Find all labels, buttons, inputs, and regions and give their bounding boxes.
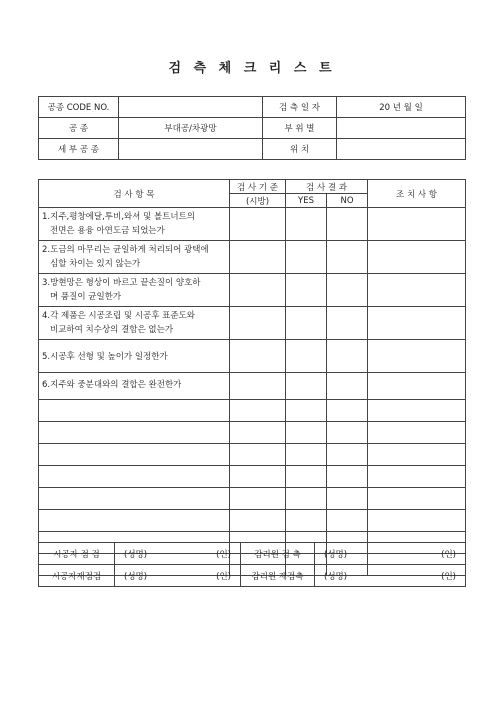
date-label: 검 측 일 자	[263, 97, 337, 118]
standard-cell[interactable]	[230, 241, 286, 274]
supervisor-check-label: 감리원 검 측	[241, 543, 315, 565]
no-cell[interactable]	[327, 488, 368, 510]
yes-cell[interactable]	[286, 274, 327, 307]
empty-item[interactable]	[39, 488, 230, 510]
yes-cell[interactable]	[286, 400, 327, 422]
no-cell[interactable]	[327, 208, 368, 241]
location-value[interactable]	[337, 139, 466, 160]
work-value[interactable]: 부대공/차광망	[119, 118, 263, 139]
action-cell[interactable]	[368, 466, 466, 488]
empty-item[interactable]	[39, 422, 230, 444]
action-cell[interactable]	[368, 444, 466, 466]
no-cell[interactable]	[327, 422, 368, 444]
supervisor-check-sign[interactable]: (성명) (인)	[315, 543, 466, 565]
header-standard: 검 사 기 준	[230, 180, 286, 194]
yes-cell[interactable]	[286, 422, 327, 444]
action-cell[interactable]	[368, 400, 466, 422]
header-result: 검 사 결 과	[286, 180, 368, 194]
no-cell[interactable]	[327, 466, 368, 488]
header-no: NO	[327, 194, 368, 208]
standard-cell[interactable]	[230, 422, 286, 444]
standard-cell[interactable]	[230, 208, 286, 241]
check-item-5: 5.시공후 선형 및 높이가 일정한가	[39, 340, 230, 373]
check-item-1: 1.지주,평창에달,투비,와셔 및 볼트너트의 전면은 용융 아연도금 되었는가	[39, 208, 230, 241]
standard-cell[interactable]	[230, 274, 286, 307]
no-cell[interactable]	[327, 400, 368, 422]
contractor-check-label: 시공자 점 검	[39, 543, 115, 565]
empty-item[interactable]	[39, 510, 230, 532]
no-cell[interactable]	[327, 274, 368, 307]
contractor-recheck-sign[interactable]: (성명) (인)	[115, 565, 241, 587]
action-cell[interactable]	[368, 510, 466, 532]
no-cell[interactable]	[327, 307, 368, 340]
check-item-4: 4.각 제품은 시공조립 및 시공후 표준도와 비교하여 치수상의 결함은 없는가	[39, 307, 230, 340]
empty-item[interactable]	[39, 444, 230, 466]
no-cell[interactable]	[327, 510, 368, 532]
yes-cell[interactable]	[286, 510, 327, 532]
standard-cell[interactable]	[230, 444, 286, 466]
action-cell[interactable]	[368, 274, 466, 307]
yes-cell[interactable]	[286, 241, 327, 274]
no-cell[interactable]	[327, 373, 368, 400]
no-cell[interactable]	[327, 241, 368, 274]
contractor-check-sign[interactable]: (성명) (인)	[115, 543, 241, 565]
action-cell[interactable]	[368, 373, 466, 400]
action-cell[interactable]	[368, 422, 466, 444]
no-cell[interactable]	[327, 444, 368, 466]
header-standard-sub: (시방)	[230, 194, 286, 208]
checklist-table	[38, 179, 466, 576]
contractor-recheck-label: 시공자재점검	[39, 565, 115, 587]
standard-cell[interactable]	[230, 400, 286, 422]
yes-cell[interactable]	[286, 373, 327, 400]
yes-cell[interactable]	[286, 466, 327, 488]
header-action: 조 치 사 항	[368, 180, 466, 208]
check-item-2: 2.도금의 마무리는 균일하게 처리되어 광택에 심할 차이는 있지 않는가	[39, 241, 230, 274]
standard-cell[interactable]	[230, 488, 286, 510]
yes-cell[interactable]	[286, 444, 327, 466]
action-cell[interactable]	[368, 307, 466, 340]
date-value[interactable]: 20 년 월 일	[337, 97, 466, 118]
part-value[interactable]	[337, 118, 466, 139]
supervisor-recheck-label: 감리원 재검측	[241, 565, 315, 587]
action-cell[interactable]	[368, 241, 466, 274]
yes-cell[interactable]	[286, 488, 327, 510]
yes-cell[interactable]	[286, 208, 327, 241]
code-value[interactable]	[119, 97, 263, 118]
info-table	[38, 96, 466, 160]
empty-item[interactable]	[39, 466, 230, 488]
standard-cell[interactable]	[230, 510, 286, 532]
action-cell[interactable]	[368, 488, 466, 510]
standard-cell[interactable]	[230, 307, 286, 340]
empty-item[interactable]	[39, 400, 230, 422]
check-item-6: 6.지주와 중분대와의 결합은 완전한가	[39, 373, 230, 400]
action-cell[interactable]	[368, 340, 466, 373]
action-cell[interactable]	[368, 208, 466, 241]
detail-label: 세 부 공 종	[39, 139, 119, 160]
standard-cell[interactable]	[230, 340, 286, 373]
supervisor-recheck-sign[interactable]: (성명) (인)	[315, 565, 466, 587]
signature-table	[38, 542, 466, 587]
code-label: 공종 CODE NO.	[39, 97, 119, 118]
check-item-3: 3.방현망은 형상이 바르고 끝손질이 양호하 며 품질이 균일한가	[39, 274, 230, 307]
standard-cell[interactable]	[230, 466, 286, 488]
detail-value[interactable]	[119, 139, 263, 160]
standard-cell[interactable]	[230, 373, 286, 400]
yes-cell[interactable]	[286, 340, 327, 373]
header-yes: YES	[286, 194, 327, 208]
work-label: 공 종	[39, 118, 119, 139]
yes-cell[interactable]	[286, 307, 327, 340]
document-title: 검 측 체 크 리 스 트	[168, 61, 336, 76]
part-label: 부 위 별	[263, 118, 337, 139]
location-label: 위 치	[263, 139, 337, 160]
header-item: 검 사 항 목	[39, 180, 230, 208]
no-cell[interactable]	[327, 340, 368, 373]
